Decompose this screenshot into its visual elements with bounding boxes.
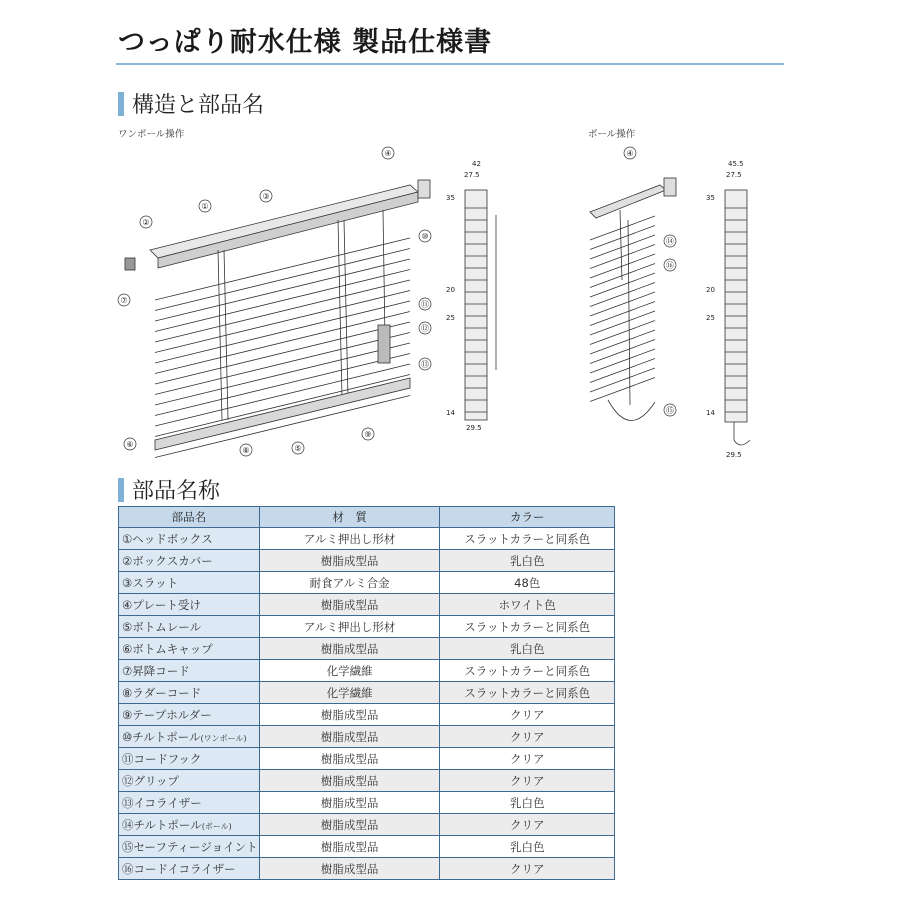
table-row — [119, 836, 615, 858]
slat-line — [155, 396, 410, 458]
callout-1: ① — [201, 202, 209, 211]
callout-13: ⑬ — [421, 360, 429, 369]
dim2-width-inner: 27.5 — [726, 171, 742, 179]
part-name-note: (ポール) — [201, 821, 232, 831]
callout-7: ⑦ — [120, 296, 128, 305]
section-heading-structure — [118, 88, 264, 119]
part-name-cell — [119, 814, 260, 836]
slat-line — [590, 254, 655, 278]
material-cell: アルミ押出し形材 — [259, 616, 440, 638]
dim2-height-mid: 20 — [706, 286, 715, 294]
section-title-structure: 構造と部品名 — [132, 93, 265, 118]
material-cell: 樹脂成型品 — [259, 814, 440, 836]
callout-5: ⑤ — [294, 444, 302, 453]
dim2-height-top: 35 — [706, 194, 715, 202]
parts-table-body — [119, 528, 615, 880]
material-cell: 化学繊維 — [259, 682, 440, 704]
color-cell: クリア — [440, 858, 615, 880]
callout-12: ⑫ — [421, 324, 429, 333]
table-row — [119, 638, 615, 660]
page-title: つっぱり耐水仕様 製品仕様書 — [118, 27, 493, 58]
slat-line — [155, 291, 410, 353]
slat-line — [155, 280, 410, 342]
slat-line — [590, 264, 655, 288]
slat-line — [590, 292, 655, 316]
material-cell: 樹脂成型品 — [259, 704, 440, 726]
part-name-cell — [119, 528, 260, 550]
dim-width-bottom: 29.5 — [466, 424, 482, 432]
part-name: ⑭チルトポール — [122, 817, 202, 832]
slat-line — [590, 330, 655, 354]
part-name: ⑨テープホルダー — [122, 707, 212, 722]
part-name-cell — [119, 660, 260, 682]
dim2-height-bottom: 14 — [706, 409, 715, 417]
section-marker — [118, 478, 124, 502]
table-row — [119, 660, 615, 682]
color-cell: ホワイト色 — [440, 594, 615, 616]
material-cell: 樹脂成型品 — [259, 726, 440, 748]
table-row — [119, 594, 615, 616]
callout-15: ⑮ — [666, 406, 674, 415]
part-name: ①ヘッドボックス — [122, 531, 213, 546]
material-cell: 樹脂成型品 — [259, 770, 440, 792]
color-cell: 乳白色 — [440, 836, 615, 858]
material-cell: アルミ押出し形材 — [259, 528, 440, 550]
dim2-width-total: 45.5 — [728, 160, 744, 168]
color-cell: クリア — [440, 748, 615, 770]
table-row — [119, 814, 615, 836]
section-title-parts: 部品名称 — [132, 479, 221, 504]
part-name: ③スラット — [122, 575, 179, 590]
dim2-width-bottom: 29.5 — [726, 451, 742, 459]
header-color: カラー — [440, 507, 615, 528]
dim2-slat-pitch: 25 — [706, 314, 715, 322]
dim-width-total: 42 — [472, 160, 481, 168]
dim-height-top: 35 — [446, 194, 455, 202]
diagram-label-one-pole: ワンポール操作 — [118, 129, 185, 140]
slat-line — [155, 375, 410, 437]
color-cell: スラットカラーと同系色 — [440, 528, 615, 550]
part-name-cell — [119, 704, 260, 726]
material-cell: 樹脂成型品 — [259, 858, 440, 880]
part-name-cell — [119, 770, 260, 792]
part-name: ⑤ボトムレール — [122, 619, 202, 634]
color-cell: クリア — [440, 770, 615, 792]
part-name-cell — [119, 682, 260, 704]
table-header-row — [119, 507, 615, 528]
callout-11: ⑪ — [421, 300, 429, 309]
material-cell: 樹脂成型品 — [259, 748, 440, 770]
table-row — [119, 792, 615, 814]
callout-14: ⑭ — [666, 237, 674, 246]
slat-line — [155, 270, 410, 332]
part-name-cell — [119, 748, 260, 770]
section-heading-parts — [118, 474, 220, 505]
material-cell: 化学繊維 — [259, 660, 440, 682]
section-marker — [118, 92, 124, 116]
dim-height-bottom: 14 — [446, 409, 455, 417]
color-cell: 乳白色 — [440, 638, 615, 660]
dim-slat-pitch: 25 — [446, 314, 455, 322]
slat-line — [590, 302, 655, 326]
slat-line — [590, 216, 655, 240]
part-name: ⑧ラダーコード — [122, 685, 202, 700]
table-row — [119, 616, 615, 638]
color-cell: スラットカラーと同系色 — [440, 682, 615, 704]
slats-group-2 — [590, 216, 655, 402]
part-name-note: (ワンポール) — [200, 733, 247, 743]
slat-line — [155, 354, 410, 416]
diagram-label-pole: ポール操作 — [588, 129, 636, 140]
slat-line — [590, 235, 655, 259]
table-row — [119, 572, 615, 594]
part-name: ⑯コードイコライザー — [122, 861, 236, 876]
slat-line — [590, 340, 655, 364]
slat-line — [590, 321, 655, 345]
table-row — [119, 726, 615, 748]
part-name-cell — [119, 858, 260, 880]
slat-line — [590, 283, 655, 307]
part-name: ⑦昇降コード — [122, 663, 190, 678]
slat-line — [590, 311, 655, 335]
color-cell: クリア — [440, 814, 615, 836]
part-name-cell — [119, 836, 260, 858]
color-cell: 乳白色 — [440, 550, 615, 572]
part-name: ②ボックスカバー — [122, 553, 213, 568]
callout-9: ⑨ — [364, 430, 372, 439]
part-name: ④プレート受け — [122, 597, 201, 612]
part-name-cell — [119, 726, 260, 748]
blind-structure-diagram — [110, 140, 790, 465]
callout-6: ⑥ — [126, 440, 134, 449]
part-name-cell — [119, 792, 260, 814]
slat-line — [590, 368, 655, 392]
title-divider — [116, 63, 784, 65]
part-name-cell — [119, 572, 260, 594]
color-cell: スラットカラーと同系色 — [440, 660, 615, 682]
slat-line — [155, 301, 410, 363]
material-cell: 樹脂成型品 — [259, 836, 440, 858]
table-row — [119, 550, 615, 572]
callout-4-pole: ④ — [626, 149, 634, 158]
part-name-cell — [119, 616, 260, 638]
callout-3: ③ — [262, 192, 270, 201]
table-row — [119, 748, 615, 770]
slat-line — [155, 259, 410, 321]
slat-line — [590, 226, 655, 250]
color-cell: スラットカラーと同系色 — [440, 616, 615, 638]
material-cell: 樹脂成型品 — [259, 792, 440, 814]
table-row — [119, 528, 615, 550]
table-row — [119, 682, 615, 704]
material-cell: 樹脂成型品 — [259, 638, 440, 660]
header-material: 材 質 — [259, 507, 440, 528]
table-row — [119, 704, 615, 726]
slat-line — [590, 378, 655, 402]
table-row — [119, 770, 615, 792]
slats-group — [155, 238, 410, 458]
slat-line — [155, 333, 410, 395]
slat-line — [590, 273, 655, 297]
material-cell: 耐食アルミ合金 — [259, 572, 440, 594]
part-name-cell — [119, 550, 260, 572]
part-name: ⑬イコライザー — [122, 795, 202, 810]
part-name-cell — [119, 594, 260, 616]
part-name: ⑩チルトポール — [122, 729, 201, 744]
callout-10: ⑩ — [421, 232, 429, 241]
color-cell: クリア — [440, 726, 615, 748]
material-cell: 樹脂成型品 — [259, 550, 440, 572]
parts-table — [118, 506, 615, 880]
slat-line — [590, 349, 655, 373]
dim-width-inner: 27.5 — [464, 171, 480, 179]
slat-line — [155, 322, 410, 384]
table-row — [119, 858, 615, 880]
slat-line — [155, 312, 410, 374]
callout-16: ⑯ — [666, 261, 674, 270]
part-name-cell — [119, 638, 260, 660]
callout-8: ⑧ — [242, 446, 250, 455]
dim-height-mid: 20 — [446, 286, 455, 294]
color-cell: クリア — [440, 704, 615, 726]
material-cell: 樹脂成型品 — [259, 594, 440, 616]
part-name: ⑮セーフティージョイント — [122, 839, 258, 854]
slat-line — [590, 359, 655, 383]
color-cell: 48色 — [440, 572, 615, 594]
part-name: ⑪コードフック — [122, 751, 202, 766]
callout-2: ② — [142, 218, 150, 227]
color-cell: 乳白色 — [440, 792, 615, 814]
part-name: ⑫グリップ — [122, 773, 180, 788]
callout-4: ④ — [384, 149, 392, 158]
part-name: ⑥ボトムキャップ — [122, 641, 213, 656]
header-part-name: 部品名 — [119, 507, 260, 528]
slat-line — [590, 245, 655, 269]
